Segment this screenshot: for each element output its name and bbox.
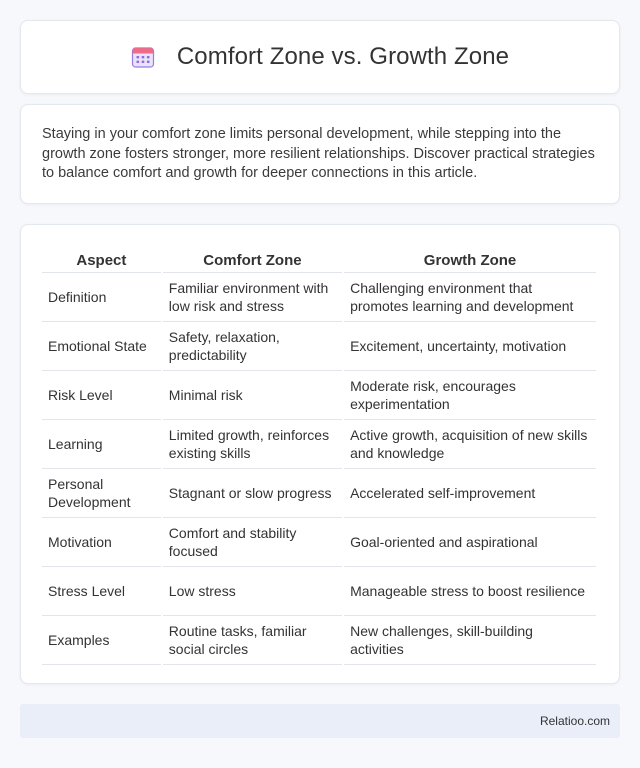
comfort-cell: Routine tasks, familiar social circles	[163, 616, 342, 665]
aspect-cell: Examples	[42, 616, 161, 665]
table-header-row	[42, 245, 596, 273]
header-comfort-zone: Comfort Zone	[163, 245, 342, 273]
comfort-cell: Safety, relaxation, predictability	[163, 322, 342, 371]
growth-cell: Manageable stress to boost resilience	[344, 567, 596, 616]
table-row	[42, 371, 596, 420]
header-aspect: Aspect	[42, 245, 161, 273]
footer-bar	[20, 704, 620, 738]
comparison-table	[40, 245, 598, 665]
comfort-cell: Minimal risk	[163, 371, 342, 420]
page-title: Comfort Zone vs. Growth Zone	[176, 43, 510, 70]
table-row	[42, 420, 596, 469]
aspect-cell: Emotional State	[42, 322, 161, 371]
header-card	[20, 20, 620, 94]
growth-cell: Active growth, acquisition of new skills and knowledge	[344, 420, 596, 469]
growth-cell: Challenging environment that promotes learning and development	[344, 273, 596, 322]
aspect-cell: Stress Level	[42, 567, 161, 616]
comfort-cell: Low stress	[163, 567, 342, 616]
comfort-cell: Limited growth, reinforces existing skills	[163, 420, 342, 469]
header-growth-zone: Growth Zone	[344, 245, 596, 273]
comfort-cell: Comfort and stability focused	[163, 518, 342, 567]
growth-cell: Goal-oriented and aspirational	[344, 518, 596, 567]
aspect-cell: Risk Level	[42, 371, 161, 420]
footer-brand: Relatioo.com	[539, 714, 610, 728]
comparison-table-card	[20, 224, 620, 684]
title-wrap	[131, 43, 509, 71]
comfort-cell: Stagnant or slow progress	[163, 469, 342, 518]
table-row	[42, 518, 596, 567]
growth-cell: Excitement, uncertainty, motivation	[344, 322, 596, 371]
table-row	[42, 616, 596, 665]
growth-cell: Moderate risk, encourages experimentation	[344, 371, 596, 420]
table-row	[42, 567, 596, 616]
calendar-icon	[131, 45, 155, 69]
growth-cell: New challenges, skill-building activities	[344, 616, 596, 665]
table-row	[42, 322, 596, 371]
table-row	[42, 469, 596, 518]
aspect-cell: Definition	[42, 273, 161, 322]
intro-card	[20, 104, 620, 204]
intro-text: Staying in your comfort zone limits personal development, while stepping into the growth zone fosters stronger, more resilient relationships. Discover practical strategies to balance comfort and growth for deeper connections in this article.	[42, 126, 595, 181]
growth-cell: Accelerated self-improvement	[344, 469, 596, 518]
aspect-cell: Motivation	[42, 518, 161, 567]
aspect-cell: Personal Development	[42, 469, 161, 518]
comfort-cell: Familiar environment with low risk and stress	[163, 273, 342, 322]
table-row	[42, 273, 596, 322]
aspect-cell: Learning	[42, 420, 161, 469]
